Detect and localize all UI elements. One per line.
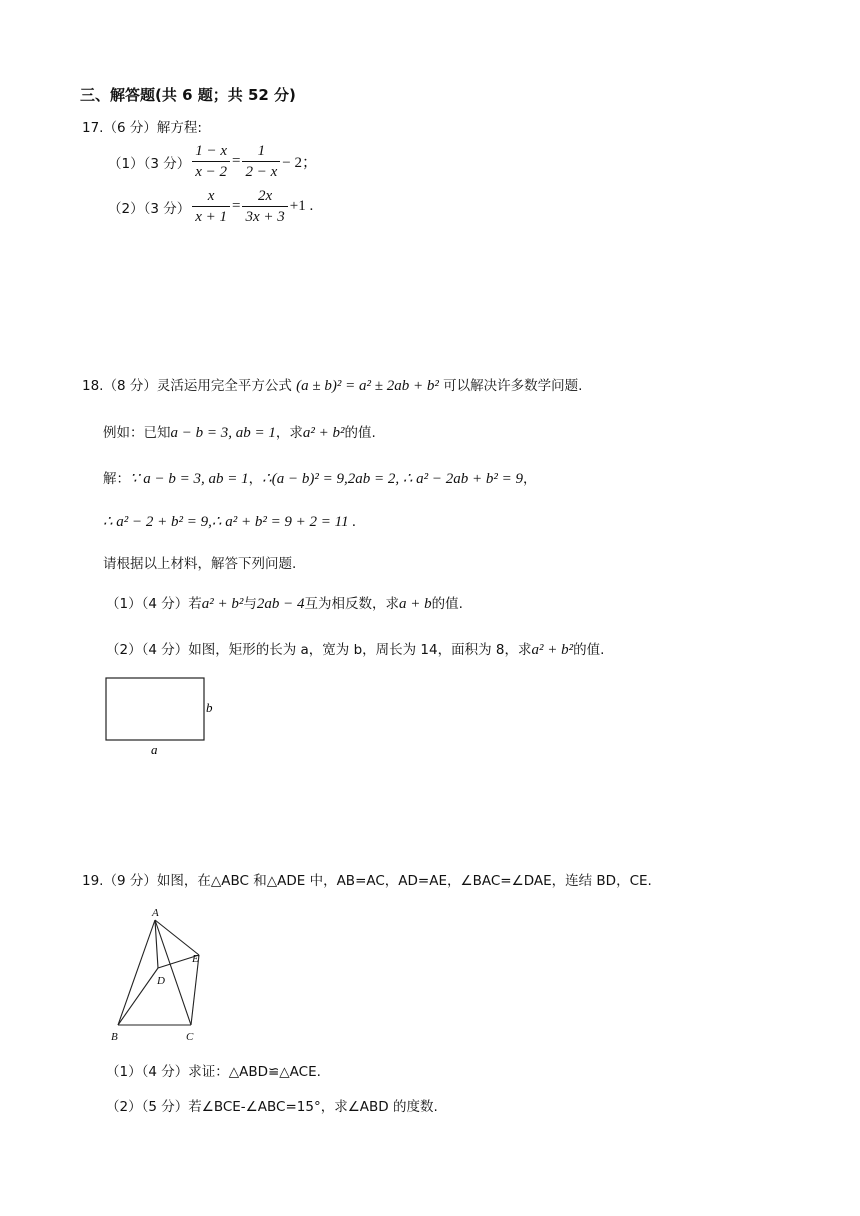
connector-text: 与 <box>243 596 257 612</box>
part-label: （1）（3 分） <box>108 155 191 172</box>
denominator: x + 1 <box>195 209 228 225</box>
punctuation: ， <box>522 471 537 487</box>
question-stem: 解方程: <box>156 120 202 136</box>
example-label: 例如：已知 <box>103 425 171 441</box>
question-17-part-2 <box>108 186 313 227</box>
side-label-b: b <box>206 700 213 715</box>
equation-tail: − 2； <box>282 155 317 171</box>
instruction: 请根据以上材料，解答下列问题. <box>103 556 297 572</box>
solution-step: ∵ a − b = 3, ab = 1 <box>130 471 249 487</box>
triangle-figure <box>108 902 218 1046</box>
rectangle-shape <box>106 678 204 740</box>
equation-tail: +1 . <box>289 198 314 214</box>
question-19-part-2: （2）（5 分）若∠BCE-∠ABC=15°，求∠ABD 的度数. <box>106 1099 438 1115</box>
part-label: （2）（3 分） <box>108 200 191 217</box>
side-label-a: a <box>151 742 158 757</box>
question-points: （8 分） <box>103 378 157 394</box>
part-text-end: 的值. <box>573 642 605 658</box>
solution-step: ∴(a − b)² = 9,2ab = 2, ∴ a² − 2ab + b² = 9 <box>262 471 523 487</box>
numerator: 1 <box>242 141 280 162</box>
question-number: 18. <box>82 378 104 394</box>
expression: a + b <box>398 596 432 612</box>
question-number: 19. <box>82 873 104 889</box>
vertex-label-d: D <box>157 975 165 987</box>
question-18-part-2 <box>106 638 604 659</box>
example-target: a² + b² <box>302 425 345 441</box>
solution-line-1 <box>103 467 536 488</box>
fraction <box>192 141 230 182</box>
denominator: x − 2 <box>195 164 228 180</box>
vertex-label-b: B <box>111 1031 118 1043</box>
example-text-end: 的值. <box>344 425 376 441</box>
question-17-header <box>82 116 202 136</box>
question-points: （6 分） <box>103 120 157 136</box>
question-stem: 如图，在△ABC 和△ADE 中，AB=AC，AD=AE，∠BAC=∠DAE，连结 BD，CE. <box>156 873 652 889</box>
example-condition: a − b = 3, ab = 1 <box>170 425 276 441</box>
expression: a² + b² <box>201 596 244 612</box>
expression: 2ab − 4 <box>256 596 305 612</box>
fraction <box>242 141 280 182</box>
fraction <box>242 186 287 227</box>
figure-lines <box>118 920 199 1025</box>
question-17-part-1 <box>108 141 317 182</box>
vertex-label-e: E <box>192 953 199 965</box>
solution-label: 解： <box>103 471 130 487</box>
question-stem: 灵活运用完全平方公式 <box>156 378 292 394</box>
equals-sign: = <box>232 198 241 214</box>
denominator: 2 − x <box>245 164 278 180</box>
solution-line-2 <box>103 512 356 531</box>
question-18-part-1 <box>106 592 463 613</box>
vertex-label-c: C <box>186 1031 194 1043</box>
vertex-label-a: A <box>152 907 159 919</box>
example-line <box>103 421 376 442</box>
part-text-end: 的值. <box>431 596 463 612</box>
numerator: x <box>192 186 230 207</box>
numerator: 2x <box>242 186 287 207</box>
formula: (a ± b)² = a² ± 2ab + b² <box>296 378 439 394</box>
numerator: 1 − x <box>192 141 230 162</box>
part-text: （2）（4 分）如图，矩形的长为 a，宽为 b，周长为 14，面积为 8，求 <box>106 642 532 658</box>
part-text: 互为相反数，求 <box>304 596 399 612</box>
section-title: 三、解答题(共 6 题；共 52 分) <box>80 86 296 104</box>
question-stem-end: 可以解决许多数学问题. <box>443 378 583 394</box>
question-19-part-1: （1）（4 分）求证：△ABD≌△ACE. <box>106 1064 321 1080</box>
question-19-header <box>82 869 652 889</box>
question-18-header <box>82 374 582 395</box>
rectangle-figure <box>100 672 230 762</box>
fraction <box>192 186 230 227</box>
punctuation: ， <box>248 471 263 487</box>
question-points: （9 分） <box>103 873 157 889</box>
solution-step: ∴ a² − 2 + b² = 9,∴ a² + b² = 9 + 2 = 11 . <box>103 514 357 530</box>
expression: a² + b² <box>531 642 574 658</box>
question-number: 17. <box>82 120 104 136</box>
denominator: 3x + 3 <box>245 209 285 225</box>
example-text: ，求 <box>275 425 303 441</box>
equals-sign: = <box>232 153 241 169</box>
part-label: （1）（4 分）若 <box>106 596 202 612</box>
